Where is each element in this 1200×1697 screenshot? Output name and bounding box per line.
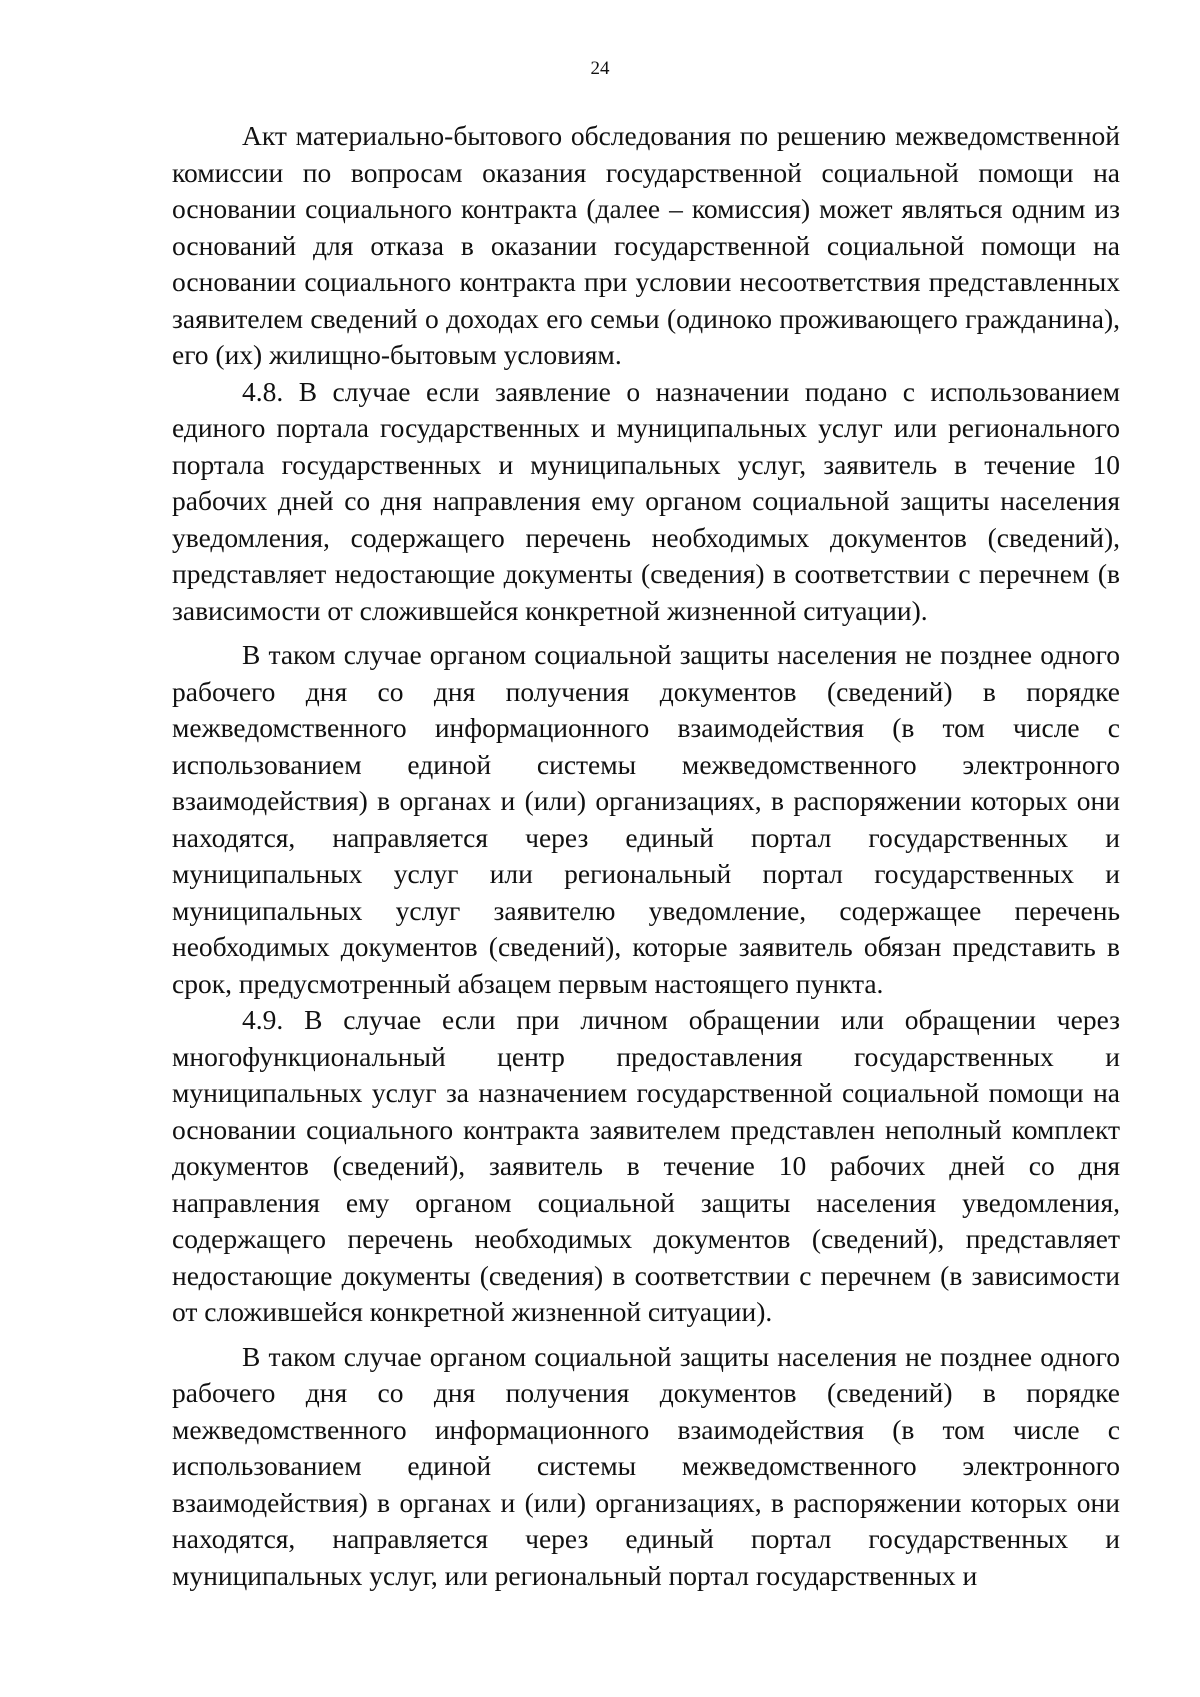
document-body [172, 118, 1120, 1594]
paragraph-act-inspection: Акт материально-бытового обследования по решению межведомственной комиссии по вопросам оказания государственной социальной помощи на основании социального контракта (далее – комиссия) может являться одним из оснований для отказа в оказании государственной социальной помощи на основании социального контракта при условии несоответствия представленных заявителем сведений о доходах его семьи (одиноко проживающего гражданина), его (их) жилищно-бытовым условиям. [172, 120, 1120, 370]
paragraph-4-9-notification: В таком случае органом социальной защиты населения не позднее одного рабочего дня со дня получения документов (сведений) в порядке межведомственного информационного взаимодействия (в том числе с использованием единой системы межведомственного электронного взаимодействия) в органах и (или) организациях, в распоряжении которых они находятся, направляется через единый портал государственных и муниципальных услуг, или региональный портал государственных и [172, 1340, 1120, 1591]
paragraph-4-9: 4.9. В случае если при личном обращении или обращении через многофункциональный центр предоставления государственных и муниципальных услуг за назначением государственной социальной помощи на основании социального контракта заявителем представлен неполный комплект документов (сведений), заявитель в течение 10 рабочих дней со дня направления ему органом социальной защиты населения уведомления, содержащего перечень необходимых документов (сведений), представляет недостающие документы (сведения) в соответствии с перечнем (в зависимости от сложившейся конкретной жизненной ситуации). [172, 1004, 1120, 1327]
page-number: 24 [590, 58, 610, 79]
paragraph-4-8: 4.8. В случае если заявление о назначении подано с использованием единого портала государственных и муниципальных услуг или регионального портала государственных и муниципальных услуг, заявитель в течение 10 рабочих дней со дня направления ему органом социальной защиты населения уведомления, содержащего перечень необходимых документов (сведений), представляет недостающие документы (сведения) в соответствии с перечнем (в зависимости от сложившейся конкретной жизненной ситуации). [172, 375, 1120, 626]
paragraph-4-8-notification: В таком случае органом социальной защиты населения не позднее одного рабочего дня со дня получения документов (сведений) в порядке межведомственного информационного взаимодействия (в том числе с использованием единой системы межведомственного электронного взаимодействия) в органах и (или) организациях, в распоряжении которых они находятся, направляется через единый портал государственных и муниципальных услуг или региональный портал государственных и муниципальных услуг заявителю уведомление, содержащее перечень необходимых документов (сведений), которые заявитель обязан представить в срок, предусмотренный абзацем первым настоящего пункта. [172, 639, 1120, 999]
